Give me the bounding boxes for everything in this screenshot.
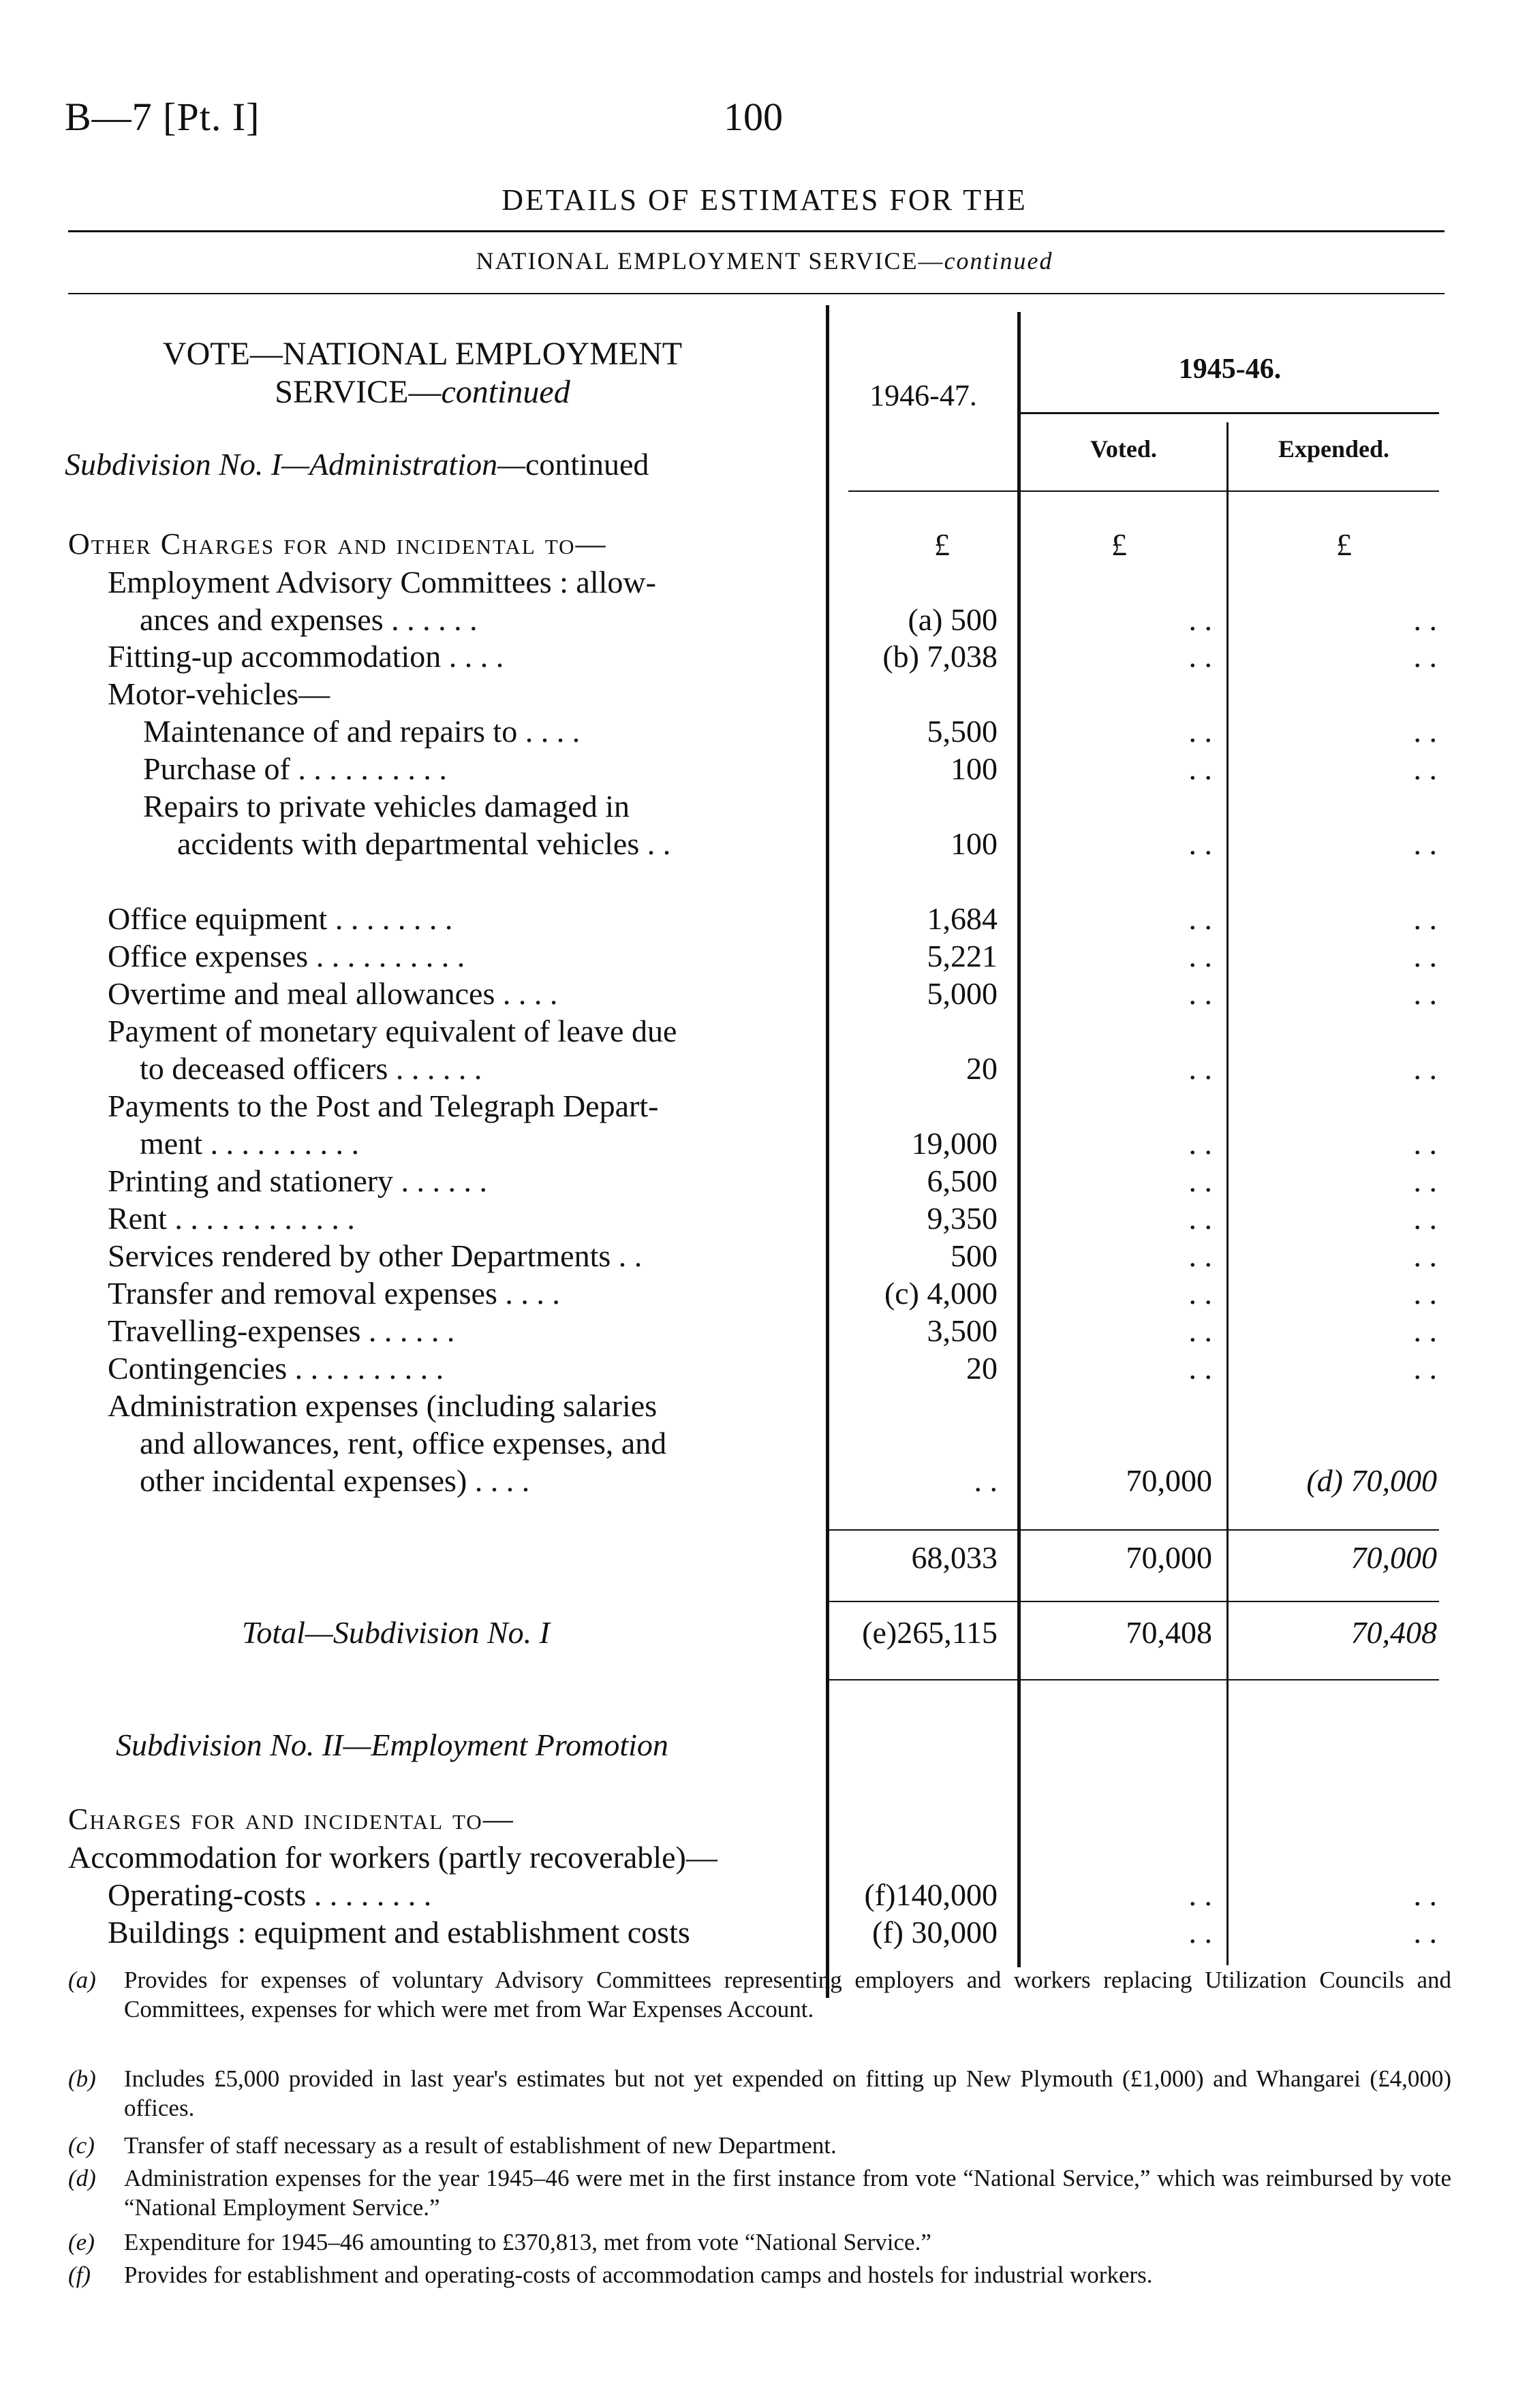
subdivision-1-italic: Subdivision No. I—Administration— — [65, 447, 525, 482]
vote-heading-line2 — [82, 373, 763, 411]
row-label: Buildings : equipment and establishment costs — [108, 1915, 690, 1950]
other-charges-heading: Other Charges for and incidental to— — [68, 527, 607, 561]
cell-expended: . . — [1413, 901, 1437, 936]
cell-expended: . . — [1413, 1051, 1437, 1086]
cell-voted: . . — [1188, 1351, 1212, 1386]
cell-voted: . . — [1188, 1915, 1212, 1950]
column-divider-1 — [826, 305, 829, 1998]
cell-expended: . . — [1413, 1276, 1437, 1311]
cell-voted: . . — [1188, 1126, 1212, 1161]
column-header-expended: Expended. — [1278, 435, 1390, 463]
cell-1946: 20 — [966, 1051, 998, 1086]
cell-expended: . . — [1413, 1877, 1437, 1912]
footnote-key: (e) — [68, 2229, 95, 2255]
cell-1946: 3,500 — [927, 1313, 998, 1348]
row-label: Contingencies . . . . . . . . . . — [108, 1351, 444, 1386]
row-label: Operating-costs . . . . . . . . — [108, 1877, 432, 1912]
row-label: Purchase of . . . . . . . . . . — [143, 751, 447, 786]
vote-heading-line1: VOTE—NATIONAL EMPLOYMENT — [162, 336, 683, 372]
cell-voted: . . — [1188, 1877, 1212, 1912]
footnote-text: Transfer of staff necessary as a result of establishment of new Department. — [124, 2132, 837, 2159]
row-label: Payment of monetary equivalent of leave due — [108, 1014, 677, 1048]
cell-1946: 1,684 — [927, 901, 998, 936]
subtitle-italic: continued — [944, 247, 1053, 275]
row-label: to deceased officers . . . . . . — [140, 1051, 482, 1086]
subdivision-1-heading — [65, 446, 649, 482]
row-label: Travelling-expenses . . . . . . — [108, 1313, 455, 1348]
subtotal-voted: 70,000 — [1126, 1540, 1212, 1575]
cell-expended: . . — [1413, 1201, 1437, 1236]
row-label: and allowances, rent, office expenses, and — [140, 1426, 667, 1460]
cell-voted: . . — [1188, 826, 1212, 861]
cell-voted: . . — [1188, 1276, 1212, 1311]
subdivision-2-heading: Subdivision No. II—Employment Promotion — [116, 1727, 668, 1762]
cell-1946: 20 — [966, 1351, 998, 1386]
title-rule — [68, 230, 1445, 232]
cell-voted: . . — [1188, 1201, 1212, 1236]
vote-line2-italic: continued — [441, 374, 570, 410]
cell-1946: 500 — [951, 1238, 998, 1273]
cell-1946: 5,000 — [927, 976, 998, 1011]
subtotal-1946: 68,033 — [911, 1540, 998, 1575]
cell-voted: . . — [1188, 639, 1212, 674]
column-header-1946-47: 1946-47. — [869, 379, 977, 412]
cell-1946: 100 — [951, 826, 998, 861]
footnote-key: (c) — [68, 2132, 95, 2159]
cell-1946: (a) 500 — [908, 602, 998, 637]
footnote — [68, 1965, 1451, 2054]
cell-voted: 70,000 — [1126, 1463, 1212, 1498]
cell-voted: . . — [1188, 1051, 1212, 1086]
total-1946: (e)265,115 — [862, 1615, 998, 1650]
row-label: Office equipment . . . . . . . . — [108, 901, 453, 936]
cell-1946: (b) 7,038 — [882, 639, 998, 674]
row-label: ances and expenses . . . . . . — [140, 602, 478, 637]
row-label: Employment Advisory Committees : allow- — [108, 565, 656, 599]
footnote-key: (b) — [68, 2065, 96, 2092]
cell-1946: 9,350 — [927, 1201, 998, 1236]
column-header-voted: Voted. — [1090, 435, 1157, 463]
page-title: DETAILS OF ESTIMATES FOR THE — [501, 183, 1028, 217]
header-bottom-rule — [848, 490, 1439, 492]
footnote-text: Expenditure for 1945–46 amounting to £370,813, met from vote “National Service.” — [124, 2229, 931, 2255]
cell-expended: . . — [1413, 602, 1437, 637]
row-label: other incidental expenses) . . . . — [140, 1463, 530, 1498]
currency-col3: £ — [1336, 527, 1352, 562]
total-bottom-rule — [828, 1679, 1439, 1680]
vote-line2-main: SERVICE— — [275, 374, 442, 410]
group-header-rule — [1020, 412, 1439, 414]
footnote-text: Provides for establishment and operating-costs of accommodation camps and hostels for industrial workers. — [124, 2262, 1153, 2288]
cell-1946: 5,221 — [927, 939, 998, 973]
subdivision-1-plain: continued — [525, 447, 649, 482]
cell-expended: . . — [1413, 1126, 1437, 1161]
row-label: Motor-vehicles— — [108, 676, 330, 711]
row-label: Services rendered by other Departments . . — [108, 1238, 643, 1273]
cell-1946: (f) 30,000 — [872, 1915, 998, 1950]
cell-expended: . . — [1413, 639, 1437, 674]
footnote — [68, 2260, 1451, 2319]
cell-expended: . . — [1413, 1351, 1437, 1386]
cell-1946: 5,500 — [927, 714, 998, 749]
currency-col2: £ — [1111, 527, 1127, 562]
footnote-text: Provides for expenses of voluntary Advisory Committees representing employers and workers replacing Utilization Councils and Committees, expenses for which were met from War Expenses Account. — [124, 1967, 1451, 2022]
row-label: Printing and stationery . . . . . . — [108, 1163, 488, 1198]
section-code: B—7 [Pt. I] — [65, 95, 260, 139]
row-label: Repairs to private vehicles damaged in — [143, 789, 630, 824]
subtitle-rule — [68, 293, 1445, 294]
cell-expended: . . — [1413, 1313, 1437, 1348]
cell-voted: . . — [1188, 1313, 1212, 1348]
cell-1946: . . — [974, 1463, 998, 1498]
cell-expended: . . — [1413, 751, 1437, 786]
footnote-text: Administration expenses for the year 1945–46 were met in the first instance from vote “National Service,” which was reimbursed by vote “National Employment Service.” — [124, 2165, 1451, 2221]
cell-voted: . . — [1188, 751, 1212, 786]
footnote-key: (a) — [68, 1967, 96, 1993]
row-label: Accommodation for workers (partly recoverable)— — [68, 1840, 717, 1875]
column-divider-2 — [1017, 312, 1021, 1967]
cell-voted: . . — [1188, 939, 1212, 973]
row-label: ment . . . . . . . . . . — [140, 1126, 359, 1161]
row-label: Administration expenses (including salaries — [108, 1388, 658, 1423]
cell-1946: (f)140,000 — [864, 1877, 998, 1912]
cell-expended: . . — [1413, 1238, 1437, 1273]
footnote-text: Includes £5,000 provided in last year's estimates but not yet expended on fitting up New Plymouth (£1,000) and Whangarei (£4,000) offices. — [124, 2065, 1451, 2121]
total-voted: 70,408 — [1126, 1615, 1212, 1650]
cell-voted: . . — [1188, 602, 1212, 637]
cell-voted: . . — [1188, 901, 1212, 936]
footnote — [68, 2163, 1451, 2222]
row-label: accidents with departmental vehicles . . — [177, 826, 671, 861]
footnote — [68, 2131, 1451, 2160]
page-number: 100 — [724, 95, 783, 139]
cell-voted: . . — [1188, 1163, 1212, 1198]
cell-expended: . . — [1413, 939, 1437, 973]
footnote — [68, 2064, 1451, 2123]
row-label: Fitting-up accommodation . . . . — [108, 639, 504, 674]
footnote — [68, 2227, 1451, 2257]
currency-col1: £ — [934, 527, 950, 562]
cell-1946: 100 — [951, 751, 998, 786]
column-divider-3 — [1226, 422, 1229, 1965]
row-label: Maintenance of and repairs to . . . . — [143, 714, 581, 749]
cell-1946: (c) 4,000 — [884, 1276, 998, 1311]
column-header-1945-46: 1945-46. — [1178, 354, 1282, 385]
page-subtitle — [0, 247, 1529, 275]
footnote-key: (d) — [68, 2165, 96, 2191]
cell-expended: (d) 70,000 — [1306, 1463, 1437, 1498]
cell-voted: . . — [1188, 714, 1212, 749]
cell-1946: 19,000 — [911, 1126, 998, 1161]
cell-expended: . . — [1413, 714, 1437, 749]
subtotal-bottom-rule — [828, 1601, 1439, 1602]
cell-expended: . . — [1413, 826, 1437, 861]
row-label: Payments to the Post and Telegraph Depart- — [108, 1089, 659, 1123]
row-label: Overtime and meal allowances . . . . — [108, 976, 558, 1011]
row-label: Transfer and removal expenses . . . . — [108, 1276, 560, 1311]
cell-voted: . . — [1188, 976, 1212, 1011]
row-label: Office expenses . . . . . . . . . . — [108, 939, 465, 973]
row-label: Rent . . . . . . . . . . . . — [108, 1201, 355, 1236]
footnote-key: (f) — [68, 2262, 91, 2288]
cell-expended: . . — [1413, 1915, 1437, 1950]
subtitle-main: NATIONAL EMPLOYMENT SERVICE— — [476, 247, 944, 275]
charges-heading: Charges for and incidental to— — [68, 1802, 514, 1836]
total-expended: 70,408 — [1350, 1615, 1437, 1650]
cell-1946: 6,500 — [927, 1163, 998, 1198]
cell-expended: . . — [1413, 1163, 1437, 1198]
subtotal-expended: 70,000 — [1350, 1540, 1437, 1575]
cell-expended: . . — [1413, 976, 1437, 1011]
subtotal-rule — [828, 1529, 1439, 1531]
total-label: Total—Subdivision No. I — [242, 1615, 550, 1650]
cell-voted: . . — [1188, 1238, 1212, 1273]
